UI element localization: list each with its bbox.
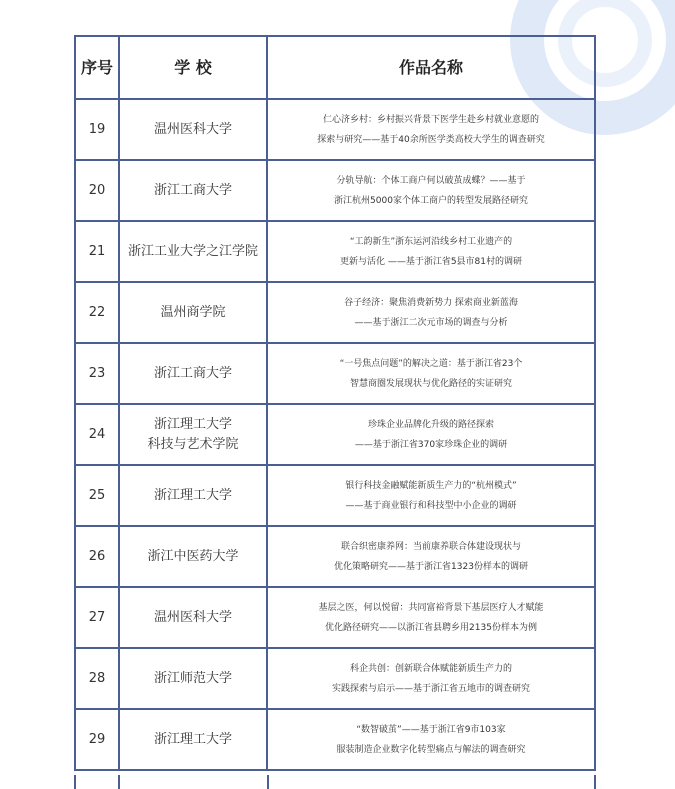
row-number: 27: [75, 587, 119, 648]
row-number: 24: [75, 404, 119, 465]
work-title-line: ——基于商业银行和科技型中小企业的调研: [345, 500, 517, 511]
work-title-line: 优化路径研究——以浙江省县聘乡用2135份样本为例: [325, 622, 537, 633]
table-row: [75, 221, 595, 282]
header-title: 作品名称: [267, 36, 595, 99]
school-name-line: 浙江工商大学: [153, 365, 232, 381]
school-cell: [119, 709, 267, 770]
work-title-cell: [267, 221, 595, 282]
table-row: [75, 465, 595, 526]
school-cell: [119, 404, 267, 465]
work-title-cell: [267, 465, 595, 526]
awards-table: [74, 35, 596, 771]
school-name-line: 浙江工商大学: [153, 182, 232, 198]
school-cell: [119, 465, 267, 526]
row-number: 25: [75, 465, 119, 526]
school-cell: [119, 648, 267, 709]
work-title-line: 浙江杭州5000家个体工商户的转型发展路径研究: [334, 195, 528, 206]
school-cell: [119, 282, 267, 343]
work-title-line: 分轨导航：个体工商户何以破茧成蝶？——基于: [336, 175, 526, 186]
work-title-line: 仁心济乡村：乡村振兴背景下医学生赴乡村就业意愿的: [322, 114, 539, 125]
school-cell: [119, 343, 267, 404]
school-name-line: 浙江中医药大学: [147, 548, 239, 564]
header-school: 学 校: [119, 36, 267, 99]
work-title-cell: [267, 343, 595, 404]
row-number: 29: [75, 709, 119, 770]
school-name-line: 浙江师范大学: [153, 670, 232, 686]
row-number: 22: [75, 282, 119, 343]
work-title-line: “数智破茧”——基于浙江省9市103家: [356, 724, 506, 735]
work-title-line: 基层之医，何以悦留：共同富裕背景下基层医疗人才赋能: [318, 602, 544, 613]
school-cell: [119, 526, 267, 587]
row-number: 20: [75, 160, 119, 221]
row-number: 23: [75, 343, 119, 404]
school-name-line: 温州医科大学: [153, 121, 232, 137]
work-title-line: 珍珠企业品牌化升级的路径探索: [367, 419, 494, 430]
school-cell: [119, 160, 267, 221]
work-title-line: 探索与研究——基于40余所医学类高校大学生的调查研究: [317, 134, 545, 145]
work-title-line: 服装制造企业数字化转型痛点与解法的调查研究: [336, 744, 526, 755]
work-title-line: “工韵新生”浙东运河沿线乡村工业遗产的: [349, 236, 513, 247]
school-name-line: 浙江理工大学: [153, 487, 232, 503]
school-name-line: 浙江工业大学之江学院: [127, 243, 258, 259]
work-title-line: “一号焦点问题”的解决之道：基于浙江省23个: [339, 358, 523, 369]
work-title-line: 更新与活化 ——基于浙江省5县市81村的调研: [339, 256, 523, 267]
table-row: [75, 160, 595, 221]
table-row: [75, 343, 595, 404]
work-title-line: 谷子经济：聚焦消费新势力 探索商业新蓝海: [344, 297, 518, 308]
school-name-line: 温州商学院: [160, 304, 226, 320]
school-cell: [119, 221, 267, 282]
table-header-row: [75, 36, 595, 99]
school-name-line: 浙江理工大学: [153, 416, 232, 432]
work-title-line: ——基于浙江二次元市场的调查与分析: [354, 317, 508, 328]
school-name-line: 科技与艺术学院: [147, 436, 239, 452]
work-title-cell: [267, 526, 595, 587]
work-title-line: 联合织密康养网：当前康养联合体建设现状与: [340, 541, 521, 552]
header-no: 序号: [75, 36, 119, 99]
school-cell: [119, 587, 267, 648]
work-title-line: ——基于浙江省370家珍珠企业的调研: [354, 439, 508, 450]
cropped-bottom-row-hint: [74, 775, 596, 789]
table-row: [75, 404, 595, 465]
work-title-cell: [267, 648, 595, 709]
work-title-line: 银行科技金融赋能新质生产力的“杭州模式”: [345, 480, 517, 491]
table-row: [75, 526, 595, 587]
row-number: 19: [75, 99, 119, 160]
table-row: [75, 99, 595, 160]
row-number: 28: [75, 648, 119, 709]
table-row: [75, 587, 595, 648]
work-title-cell: [267, 709, 595, 770]
work-title-line: 优化策略研究——基于浙江省1323份样本的调研: [334, 561, 528, 572]
table-row: [75, 709, 595, 770]
work-title-line: 科企共创：创新联合体赋能新质生产力的: [349, 663, 512, 674]
row-number: 21: [75, 221, 119, 282]
work-title-cell: [267, 99, 595, 160]
work-title-cell: [267, 282, 595, 343]
work-title-cell: [267, 587, 595, 648]
school-name-line: 浙江理工大学: [153, 731, 232, 747]
work-title-cell: [267, 404, 595, 465]
table-row: [75, 648, 595, 709]
school-name-line: 温州医科大学: [153, 609, 232, 625]
work-title-cell: [267, 160, 595, 221]
school-cell: [119, 99, 267, 160]
work-title-line: 智慧商圈发展现状与优化路径的实证研究: [349, 378, 512, 389]
work-title-line: 实践探索与启示——基于浙江省五地市的调查研究: [331, 683, 530, 694]
table-row: [75, 282, 595, 343]
row-number: 26: [75, 526, 119, 587]
